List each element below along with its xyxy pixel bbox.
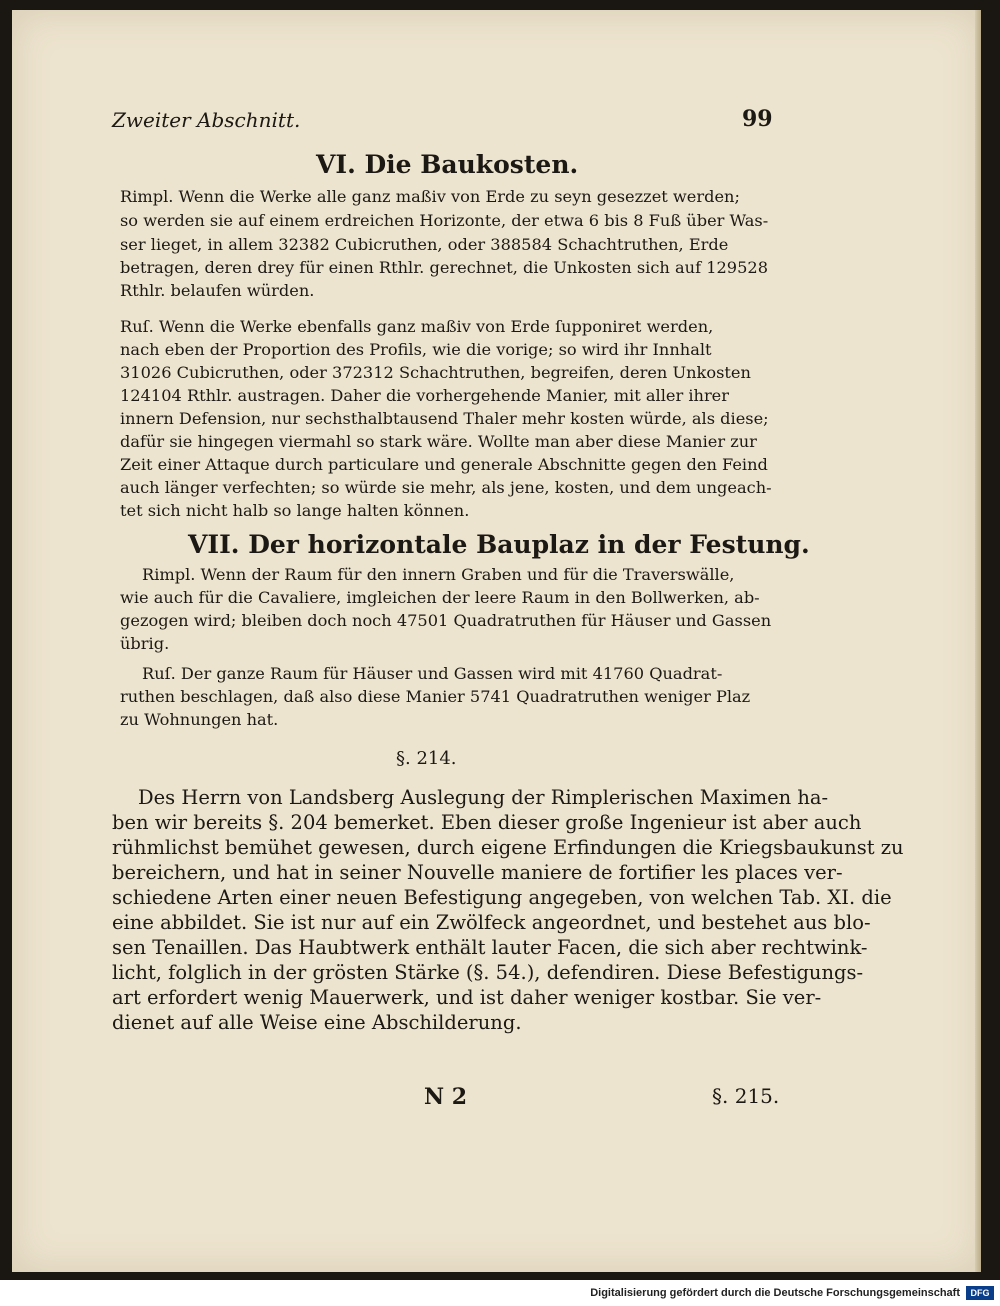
section-6-rimpl-line: ser lieget, in allem 32382 Cubicruthen, oder 388584 Schachtruthen, Erde bbox=[120, 235, 729, 254]
paragraph-line: rühmlichst bemühet gewesen, durch eigene Erfindungen die Kriegsbaukunst zu bbox=[112, 836, 904, 859]
section-7-russ-line: ruthen beschlagen, daß also diese Manier 5741 Quadratruthen weniger Plaz bbox=[120, 687, 751, 706]
page-number: 99 bbox=[742, 106, 773, 132]
paragraph-line: licht, folglich in der grösten Stärke (§. 54.), defendiren. Diese Befestigungs- bbox=[112, 961, 864, 984]
paragraph-line: art erfordert wenig Mauerwerk, und ist daher weniger kostbar. Sie ver- bbox=[112, 986, 822, 1009]
paragraph-line: Des Herrn von Landsberg Auslegung der Rimplerischen Maximen ha- bbox=[138, 786, 829, 809]
section-7-rimpl-line: wie auch für die Cavaliere, imgleichen der leere Raum in den Bollwerken, ab- bbox=[120, 588, 760, 607]
section-6-russ-line: innern Defension, nur sechsthalbtausend Thaler mehr kosten würde, als diese; bbox=[120, 409, 769, 428]
section-7-russ-line: Ruſ. Der ganze Raum für Häuser und Gassen wird mit 41760 Quadrat- bbox=[142, 664, 723, 683]
section-7-russ-line: zu Wohnungen hat. bbox=[120, 710, 279, 729]
paragraph-line: ben wir bereits §. 204 bemerket. Eben dieser große Ingenieur ist aber auch bbox=[112, 811, 862, 834]
section-6-russ-line: Ruſ. Wenn die Werke ebenfalls ganz maßiv von Erde ſupponiret werden, bbox=[120, 317, 714, 336]
section-6-russ-line: Zeit einer Attaque durch particulare und generale Abschnitte gegen den Feind bbox=[120, 455, 768, 474]
paragraph-line: bereichern, und hat in seiner Nouvelle maniere de fortifier les places ver- bbox=[112, 861, 843, 884]
paragraph-line: dienet auf alle Weise eine Abschilderung. bbox=[112, 1011, 522, 1034]
section-6-russ-line: nach eben der Proportion des Profils, wie die vorige; so wird ihr Innhalt bbox=[120, 340, 712, 359]
paragraph-line: eine abbildet. Sie ist nur auf ein Zwölfeck angeordnet, und bestehet aus blo- bbox=[112, 911, 871, 934]
section-7-rimpl-line: übrig. bbox=[120, 634, 170, 653]
running-title: Zweiter Abschnitt. bbox=[112, 108, 301, 132]
section-6-russ-line: dafür sie hingegen viermahl so stark wäre. Wollte man aber diese Manier zur bbox=[120, 432, 757, 451]
section-6-rimpl-line: Rimpl. Wenn die Werke alle ganz maßiv von Erde zu seyn gesezzet werden; bbox=[120, 187, 740, 206]
page-edge bbox=[975, 10, 981, 1272]
section-6-rimpl-line: Rthlr. belaufen würden. bbox=[120, 281, 315, 300]
section-7-rimpl-line: Rimpl. Wenn der Raum für den innern Graben und für die Traverswälle, bbox=[142, 565, 735, 584]
section-6-russ-line: 31026 Cubicruthen, oder 372312 Schachtruthen, begreifen, deren Unkosten bbox=[120, 363, 751, 382]
credit-text: Digitalisierung gefördert durch die Deutsche Forschungsgemeinschaft bbox=[590, 1287, 960, 1299]
section-6-russ-line: auch länger verfechten; so würde sie mehr, als jene, kosten, und dem ungeach- bbox=[120, 478, 772, 497]
section-7-rimpl-line: gezogen wird; bleiben doch noch 47501 Quadratruthen für Häuser und Gassen bbox=[120, 611, 772, 630]
paragraph-line: sen Tenaillen. Das Haubtwerk enthält lauter Facen, die sich aber rechtwink- bbox=[112, 936, 868, 959]
section-6-rimpl-line: so werden sie auf einem erdreichen Horizonte, der etwa 6 bis 8 Fuß über Was- bbox=[120, 211, 769, 230]
dfg-logo: DFG bbox=[966, 1286, 994, 1300]
signature-mark: N 2 bbox=[424, 1084, 468, 1110]
section-6-title: VI. Die Baukosten. bbox=[316, 150, 579, 179]
catchword: §. 215. bbox=[712, 1084, 780, 1108]
section-6-russ-line: 124104 Rthlr. austragen. Daher die vorhergehende Manier, mit aller ihrer bbox=[120, 386, 729, 405]
section-6-rimpl-line: betragen, deren drey für einen Rthlr. gerechnet, die Unkosten sich auf 129528 bbox=[120, 258, 769, 277]
paragraph-number: §. 214. bbox=[396, 748, 457, 769]
section-7-title: VII. Der horizontale Bauplaz in der Festung. bbox=[188, 530, 810, 559]
section-6-russ-line: tet sich nicht halb so lange halten können. bbox=[120, 501, 470, 520]
paragraph-line: schiedene Arten einer neuen Befestigung angegeben, von welchen Tab. XI. die bbox=[112, 886, 892, 909]
